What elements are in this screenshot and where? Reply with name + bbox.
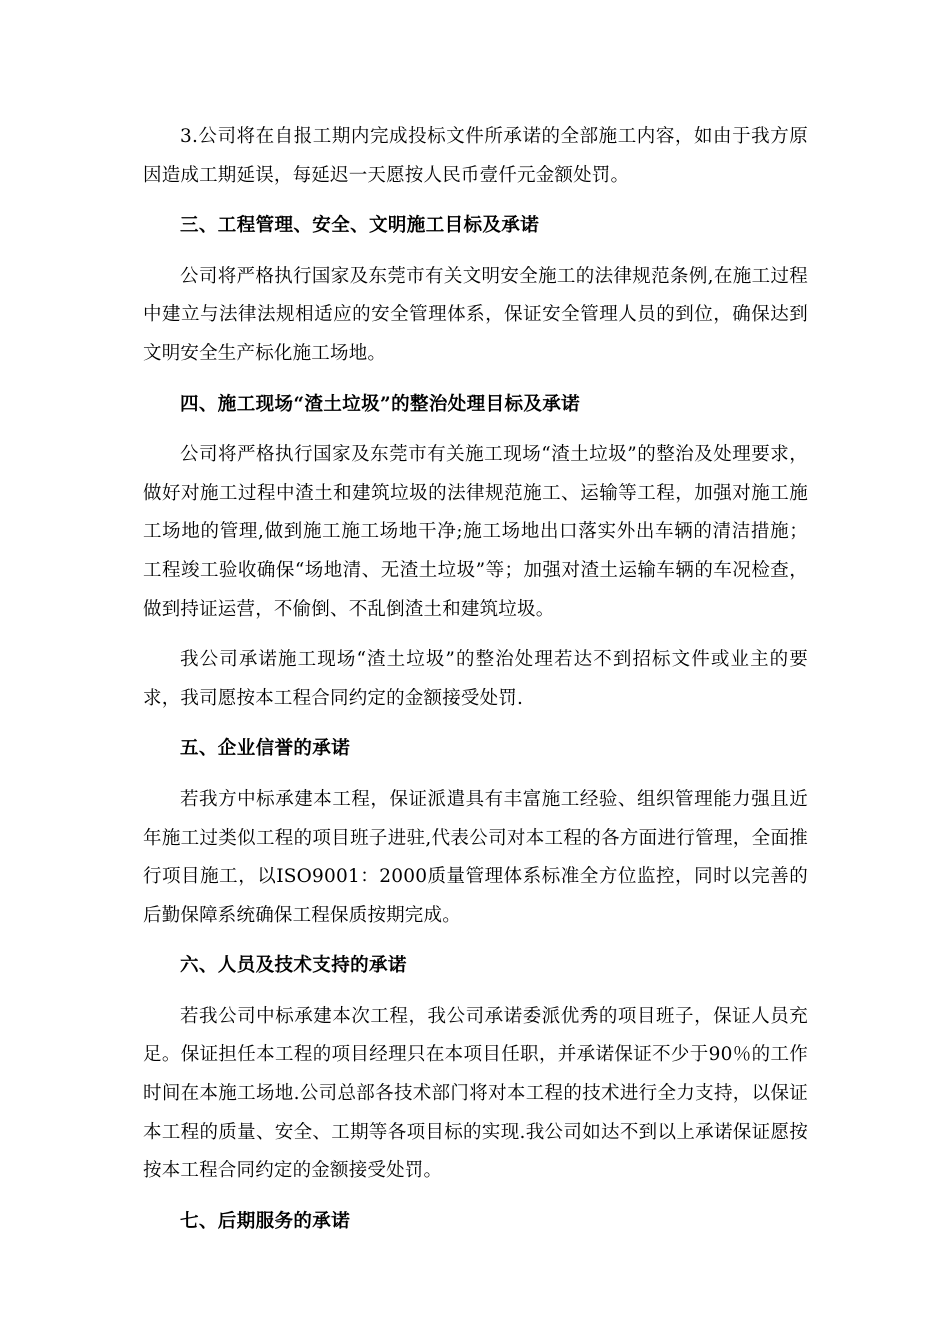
heading-section-5: 五、企业信誉的承诺 — [180, 738, 351, 760]
paragraph-waste-handling: 公司将严格执行国家及东莞市有关施工现场“渣土垃圾”的整治及处理要求，做好对施工过程中渣土和建筑垃圾的法律规范施工、运输等工程，加强对施工施工场地的管理,做到施工施工场地干净;施工场地出口落实外出车辆的清洁措施；工程竣工验收确保“场地清、无渣土垃圾”等；加强对渣土运输车辆的车况检查，做到持证运营，不偷倒、不乱倒渣土和建筑垃圾。 — [143, 444, 808, 620]
paragraph-schedule-penalty: 3.公司将在自报工期内完成投标文件所承诺的全部施工内容，如由于我方原因造成工期延误，每延迟一天愿按人民币壹仟元金额处罚。 — [143, 126, 808, 186]
paragraph-waste-penalty: 我公司承诺施工现场“渣土垃圾”的整治处理若达不到招标文件或业主的要求，我司愿按本工程合同约定的金额接受处罚. — [143, 649, 808, 709]
heading-section-4: 四、施工现场“渣土垃圾”的整治处理目标及承诺 — [180, 393, 581, 415]
heading-section-7: 七、后期服务的承诺 — [180, 1210, 351, 1232]
heading-section-6: 六、人员及技术支持的承诺 — [180, 955, 407, 977]
paragraph-safety-management: 公司将严格执行国家及东莞市有关文明安全施工的法律规范条例,在施工过程中建立与法律法规相适应的安全管理体系，保证安全管理人员的到位，确保达到文明安全生产标化施工场地。 — [143, 265, 808, 364]
heading-section-3: 三、工程管理、安全、文明施工目标及承诺 — [180, 215, 540, 237]
paragraph-personnel-support: 若我公司中标承建本次工程，我公司承诺委派优秀的项目班子，保证人员充足。保证担任本工程的项目经理只在本项目任职，并承诺保证不少于90％的工作时间在本施工场地.公司总部各技术部门将对本工程的技术进行全力支持，以保证本工程的质量、安全、工期等各项目标的实现.我公司如达不到以上承诺保证愿按按本工程合同约定的金额接受处罚。 — [143, 1005, 808, 1182]
document-page — [143, 118, 808, 1241]
paragraph-credibility: 若我方中标承建本工程，保证派遣具有丰富施工经验、组织管理能力强且近年施工过类似工程的项目班子进驻,代表公司对本工程的各方面进行管理，全面推行项目施工，以ISO9001：2000质量管理体系标准全方位监控，同时以完善的后勤保障系统确保工程保质按期完成。 — [143, 788, 808, 926]
